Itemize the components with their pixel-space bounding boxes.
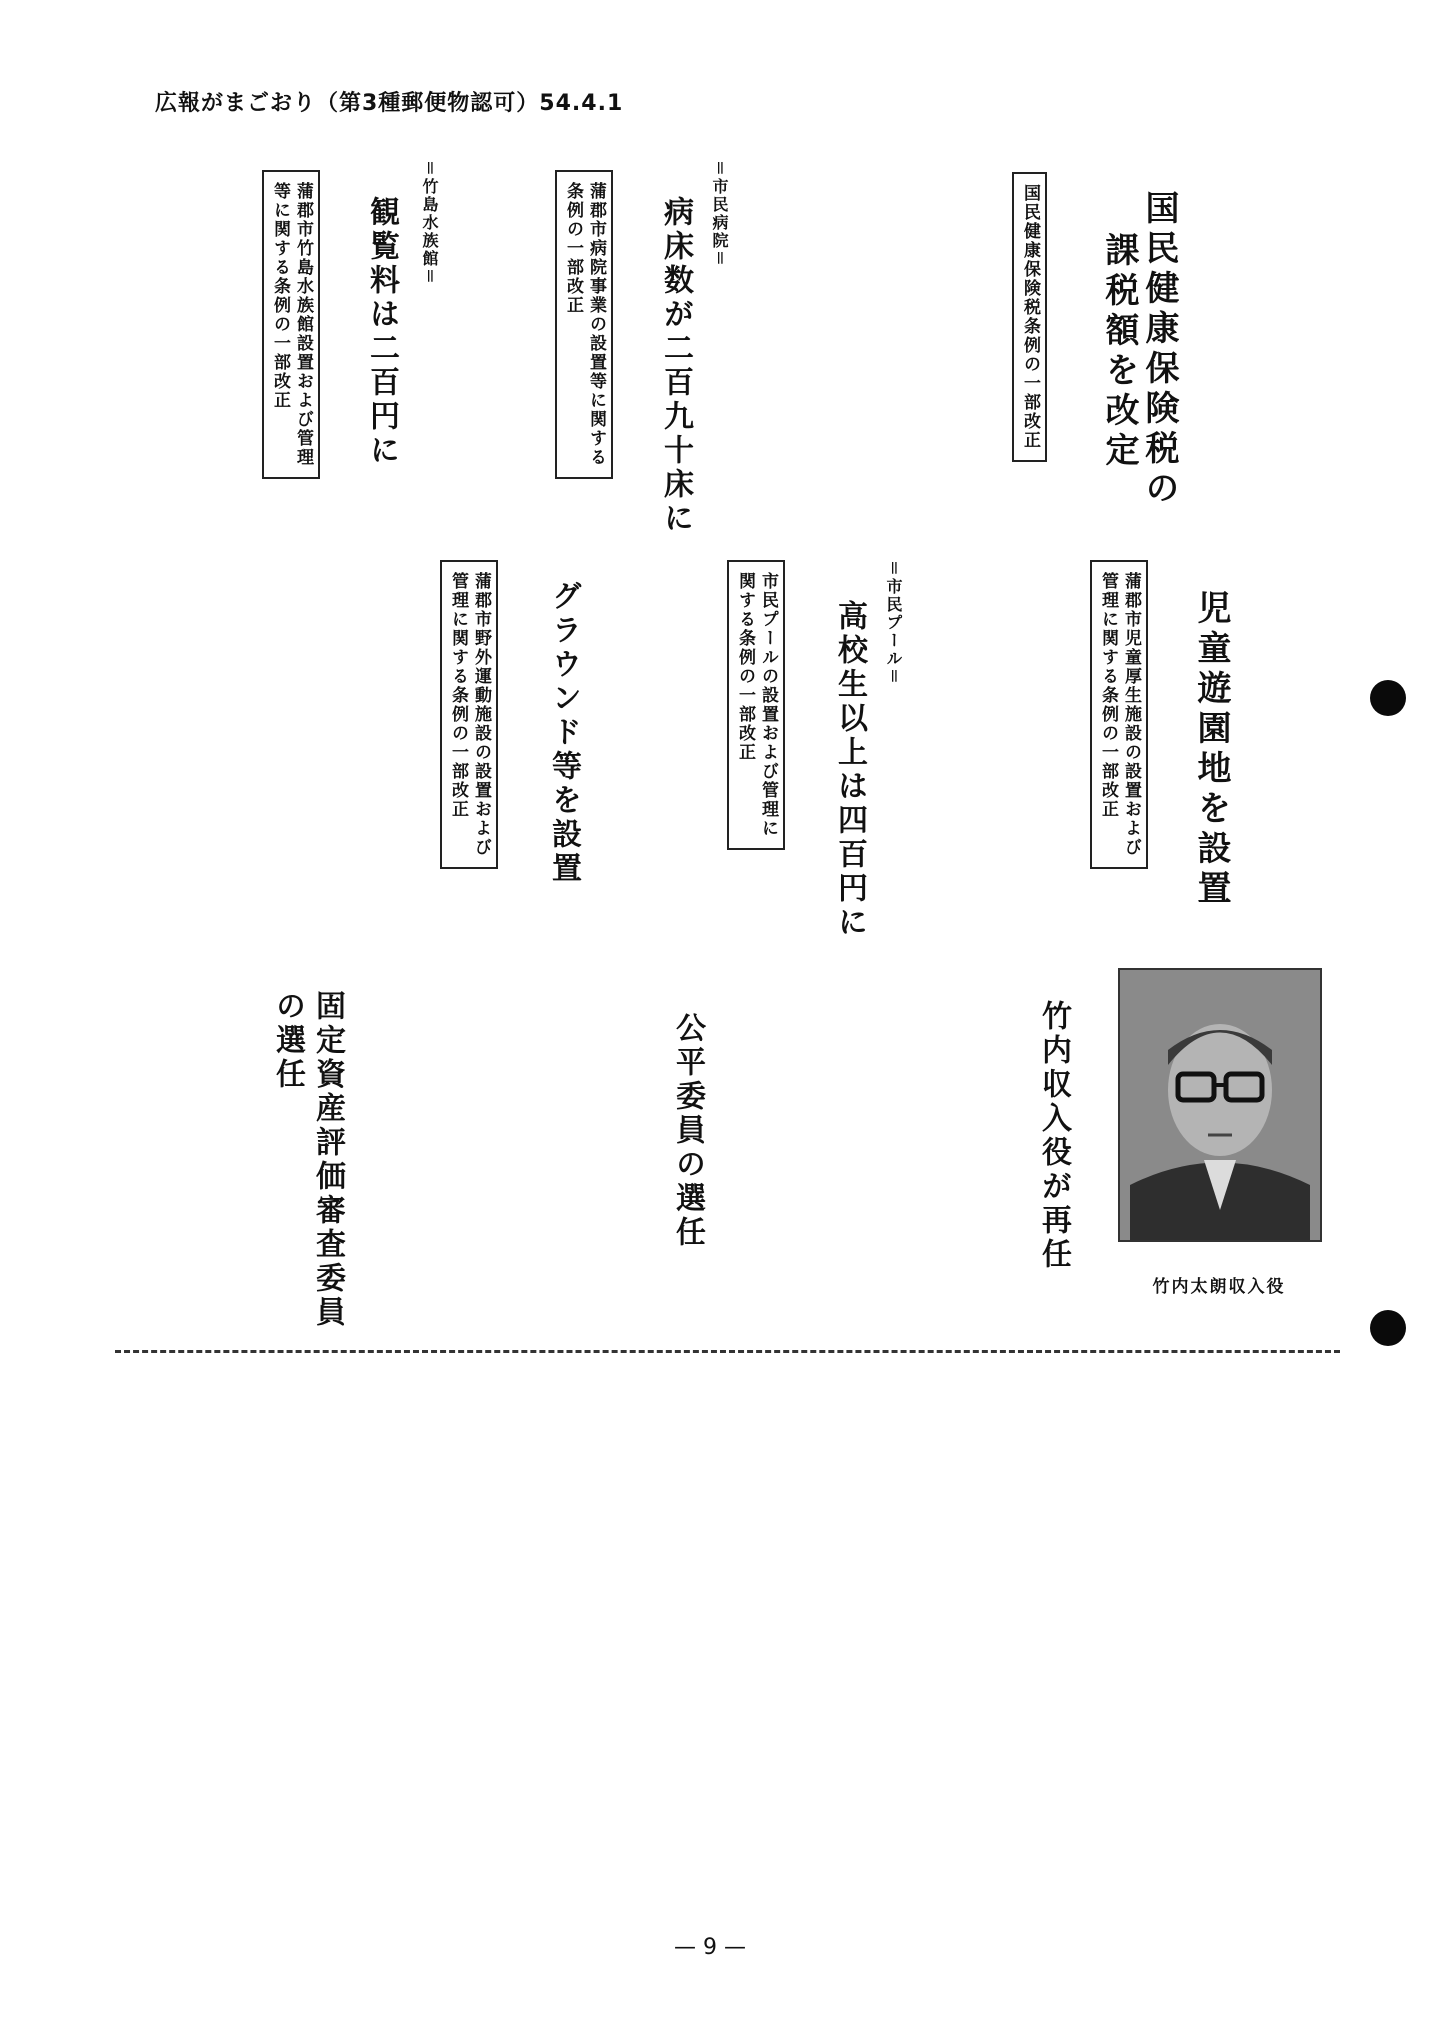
article-subtitle-playground-line2: 管理に関する条例の一部改正 [1098,572,1118,819]
article-subtitle-aquarium-line2: 等に関する条例の一部改正 [270,182,290,410]
portrait-image [1120,970,1320,1240]
page-number: — 9 — [674,1935,746,1960]
article-subtitle-pool-line2: 関する条例の一部改正 [735,572,755,762]
category-label-pool: ＝市民プール＝ [884,560,903,686]
article-subtitle-ground [440,560,498,869]
article-title-ground: グラウンド等を設置 [546,580,581,886]
article-subtitle-hospital-line1: 蒲郡市病院事業の設置等に関する [586,182,606,467]
bullet-dot-lower [1370,1310,1406,1346]
article-subtitle-ground-line1: 蒲郡市野外運動施設の設置および [471,572,491,857]
article-title-pool: 高校生以上は四百円に [832,600,867,940]
article-title-aquarium: 観覧料は二百円に [364,196,399,468]
article-subtitle-playground-line1: 蒲郡市児童厚生施設の設置および [1121,572,1141,857]
portrait-caption: 竹内太朗収入役 [1152,1277,1286,1297]
article-title-tax-line2: 課税額を改定 [1099,232,1139,472]
article-title-hospital: 病床数が二百九十床に [658,196,693,536]
category-label-hospital: ＝市民病院＝ [710,160,729,268]
article-title-tax-line1: 国民健康保険税の [1139,190,1179,510]
article-title-fixed-asset-line1: 固定資産評価審査委員 [310,990,345,1330]
article-subtitle-hospital [555,170,613,479]
article-subtitle-ground-line2: 管理に関する条例の一部改正 [448,572,468,819]
article-subtitle-tax: 国民健康保険税条例の一部改正 [1012,172,1047,462]
article-title-playground: 児童遊園地を設置 [1191,590,1231,910]
article-subtitle-aquarium [262,170,320,479]
page-header: 広報がまごおり（第3種郵便物認可）54.4.1 [155,91,624,116]
article-subtitle-playground [1090,560,1148,869]
article-title-fairness: 公平委員の選任 [670,1012,705,1250]
section-divider [115,1350,1340,1353]
article-subtitle-hospital-line2: 条例の一部改正 [563,182,583,315]
article-title-treasurer: 竹内収入役が再任 [1036,1000,1071,1272]
article-subtitle-pool-line1: 市民プールの設置および管理に [758,572,778,838]
article-subtitle-aquarium-line1: 蒲郡市竹島水族館設置および管理 [293,182,313,467]
bullet-dot-upper [1370,680,1406,716]
portrait-photo [1118,968,1322,1242]
article-subtitle-pool [727,560,785,850]
article-title-fixed-asset-line2: の選任 [270,990,305,1092]
category-label-aquarium: ＝竹島水族館＝ [420,160,439,286]
